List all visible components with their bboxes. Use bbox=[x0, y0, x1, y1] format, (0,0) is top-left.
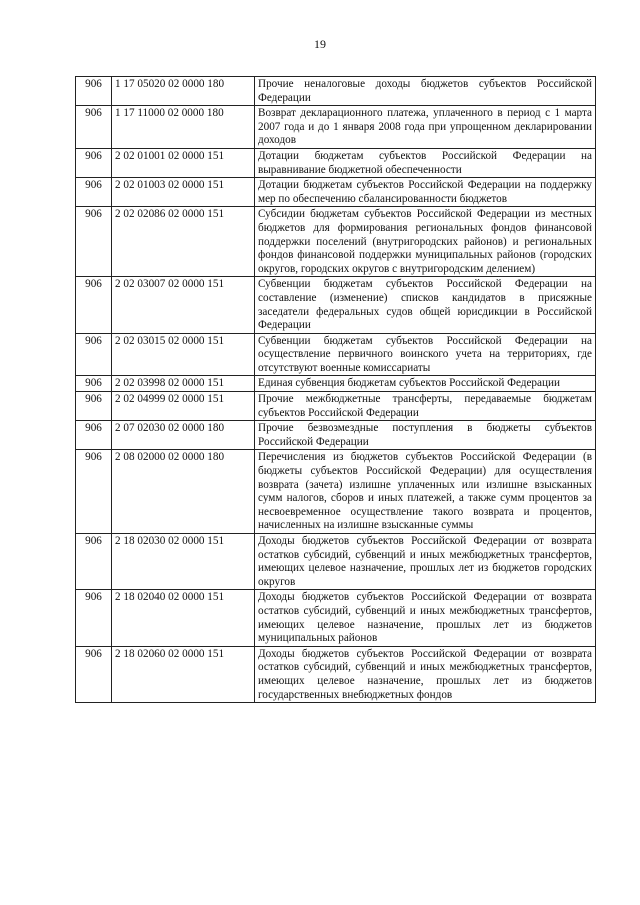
admin-code-cell: 906 bbox=[76, 77, 112, 106]
table-row bbox=[76, 148, 596, 177]
budget-classification-code-cell: 1 17 05020 02 0000 180 bbox=[112, 77, 255, 106]
income-description-cell: Перечисления из бюджетов субъектов Российской Федерации (в бюджеты субъектов Российской Федерации) для осуществления возврата (зачета) излишне уплаченных или излишне взысканных сумм налогов, сборов и иных платежей, а также сумм процентов за несвоевременное осуществление такого возврата и процентов, начисленных на излишне взысканные суммы bbox=[255, 450, 596, 534]
table-row bbox=[76, 646, 596, 702]
admin-code-cell: 906 bbox=[76, 421, 112, 450]
table-row bbox=[76, 421, 596, 450]
income-description-cell: Доходы бюджетов субъектов Российской Федерации от возврата остатков субсидий, субвенций и иных межбюджетных трансфертов, имеющих целевое назначение, прошлых лет из бюджетов муниципальных районов bbox=[255, 590, 596, 646]
budget-classification-code-cell: 1 17 11000 02 0000 180 bbox=[112, 106, 255, 149]
admin-code-cell: 906 bbox=[76, 392, 112, 421]
budget-classification-code-cell: 2 18 02030 02 0000 151 bbox=[112, 534, 255, 590]
income-description-cell: Возврат декларационного платежа, уплаченного в период с 1 марта 2007 года и до 1 января 2008 года при упрощенном декларировании доходов bbox=[255, 106, 596, 149]
budget-revenue-table bbox=[75, 76, 596, 703]
table-row bbox=[76, 77, 596, 106]
income-description-cell: Доходы бюджетов субъектов Российской Федерации от возврата остатков субсидий, субвенций и иных межбюджетных трансфертов, имеющих целевое назначение, прошлых лет из бюджетов городских округов bbox=[255, 534, 596, 590]
admin-code-cell: 906 bbox=[76, 590, 112, 646]
table-row bbox=[76, 376, 596, 392]
table-row bbox=[76, 207, 596, 277]
admin-code-cell: 906 bbox=[76, 106, 112, 149]
admin-code-cell: 906 bbox=[76, 178, 112, 207]
budget-classification-code-cell: 2 02 01001 02 0000 151 bbox=[112, 148, 255, 177]
income-description-cell: Прочие безвозмездные поступления в бюджеты субъектов Российской Федерации bbox=[255, 421, 596, 450]
table-row bbox=[76, 590, 596, 646]
budget-classification-code-cell: 2 18 02060 02 0000 151 bbox=[112, 646, 255, 702]
table-row bbox=[76, 277, 596, 333]
admin-code-cell: 906 bbox=[76, 148, 112, 177]
admin-code-cell: 906 bbox=[76, 450, 112, 534]
admin-code-cell: 906 bbox=[76, 646, 112, 702]
income-description-cell: Дотации бюджетам субъектов Российской Федерации на поддержку мер по обеспечению сбалансированности бюджетов bbox=[255, 178, 596, 207]
income-description-cell: Субвенции бюджетам субъектов Российской Федерации на осуществление первичного воинского учета на территориях, где отсутствуют военные комиссариаты bbox=[255, 333, 596, 376]
table-row bbox=[76, 534, 596, 590]
admin-code-cell: 906 bbox=[76, 376, 112, 392]
income-description-cell: Единая субвенция бюджетам субъектов Российской Федерации bbox=[255, 376, 596, 392]
budget-classification-code-cell: 2 02 01003 02 0000 151 bbox=[112, 178, 255, 207]
table-row bbox=[76, 178, 596, 207]
table-row bbox=[76, 333, 596, 376]
budget-classification-code-cell: 2 18 02040 02 0000 151 bbox=[112, 590, 255, 646]
admin-code-cell: 906 bbox=[76, 333, 112, 376]
admin-code-cell: 906 bbox=[76, 277, 112, 333]
table-row bbox=[76, 392, 596, 421]
income-description-cell: Доходы бюджетов субъектов Российской Федерации от возврата остатков субсидий, субвенций и иных межбюджетных трансфертов, имеющих целевое назначение, прошлых лет из бюджетов государственных внебюджетных фондов bbox=[255, 646, 596, 702]
table-row bbox=[76, 106, 596, 149]
budget-classification-code-cell: 2 02 04999 02 0000 151 bbox=[112, 392, 255, 421]
admin-code-cell: 906 bbox=[76, 534, 112, 590]
budget-classification-code-cell: 2 02 02086 02 0000 151 bbox=[112, 207, 255, 277]
budget-classification-code-cell: 2 07 02030 02 0000 180 bbox=[112, 421, 255, 450]
table-row bbox=[76, 450, 596, 534]
income-description-cell: Субсидии бюджетам субъектов Российской Федерации из местных бюджетов для формирования региональных фондов финансовой поддержки поселений (внутригородских районов) и региональных фондов финансовой поддержки муниципальных районов (городских округов, городских округов с внутригородским делением) bbox=[255, 207, 596, 277]
admin-code-cell: 906 bbox=[76, 207, 112, 277]
income-description-cell: Прочие межбюджетные трансферты, передаваемые бюджетам субъектов Российской Федерации bbox=[255, 392, 596, 421]
table-body bbox=[76, 77, 596, 703]
budget-classification-code-cell: 2 02 03015 02 0000 151 bbox=[112, 333, 255, 376]
budget-classification-code-cell: 2 08 02000 02 0000 180 bbox=[112, 450, 255, 534]
income-description-cell: Дотации бюджетам субъектов Российской Федерации на выравнивание бюджетной обеспеченности bbox=[255, 148, 596, 177]
income-description-cell: Прочие неналоговые доходы бюджетов субъектов Российской Федерации bbox=[255, 77, 596, 106]
budget-classification-code-cell: 2 02 03998 02 0000 151 bbox=[112, 376, 255, 392]
budget-classification-code-cell: 2 02 03007 02 0000 151 bbox=[112, 277, 255, 333]
page-number: 19 bbox=[314, 37, 326, 51]
income-description-cell: Субвенции бюджетам субъектов Российской Федерации на составление (изменение) списков кандидатов в присяжные заседатели федеральных судов общей юрисдикции в Российской Федерации bbox=[255, 277, 596, 333]
